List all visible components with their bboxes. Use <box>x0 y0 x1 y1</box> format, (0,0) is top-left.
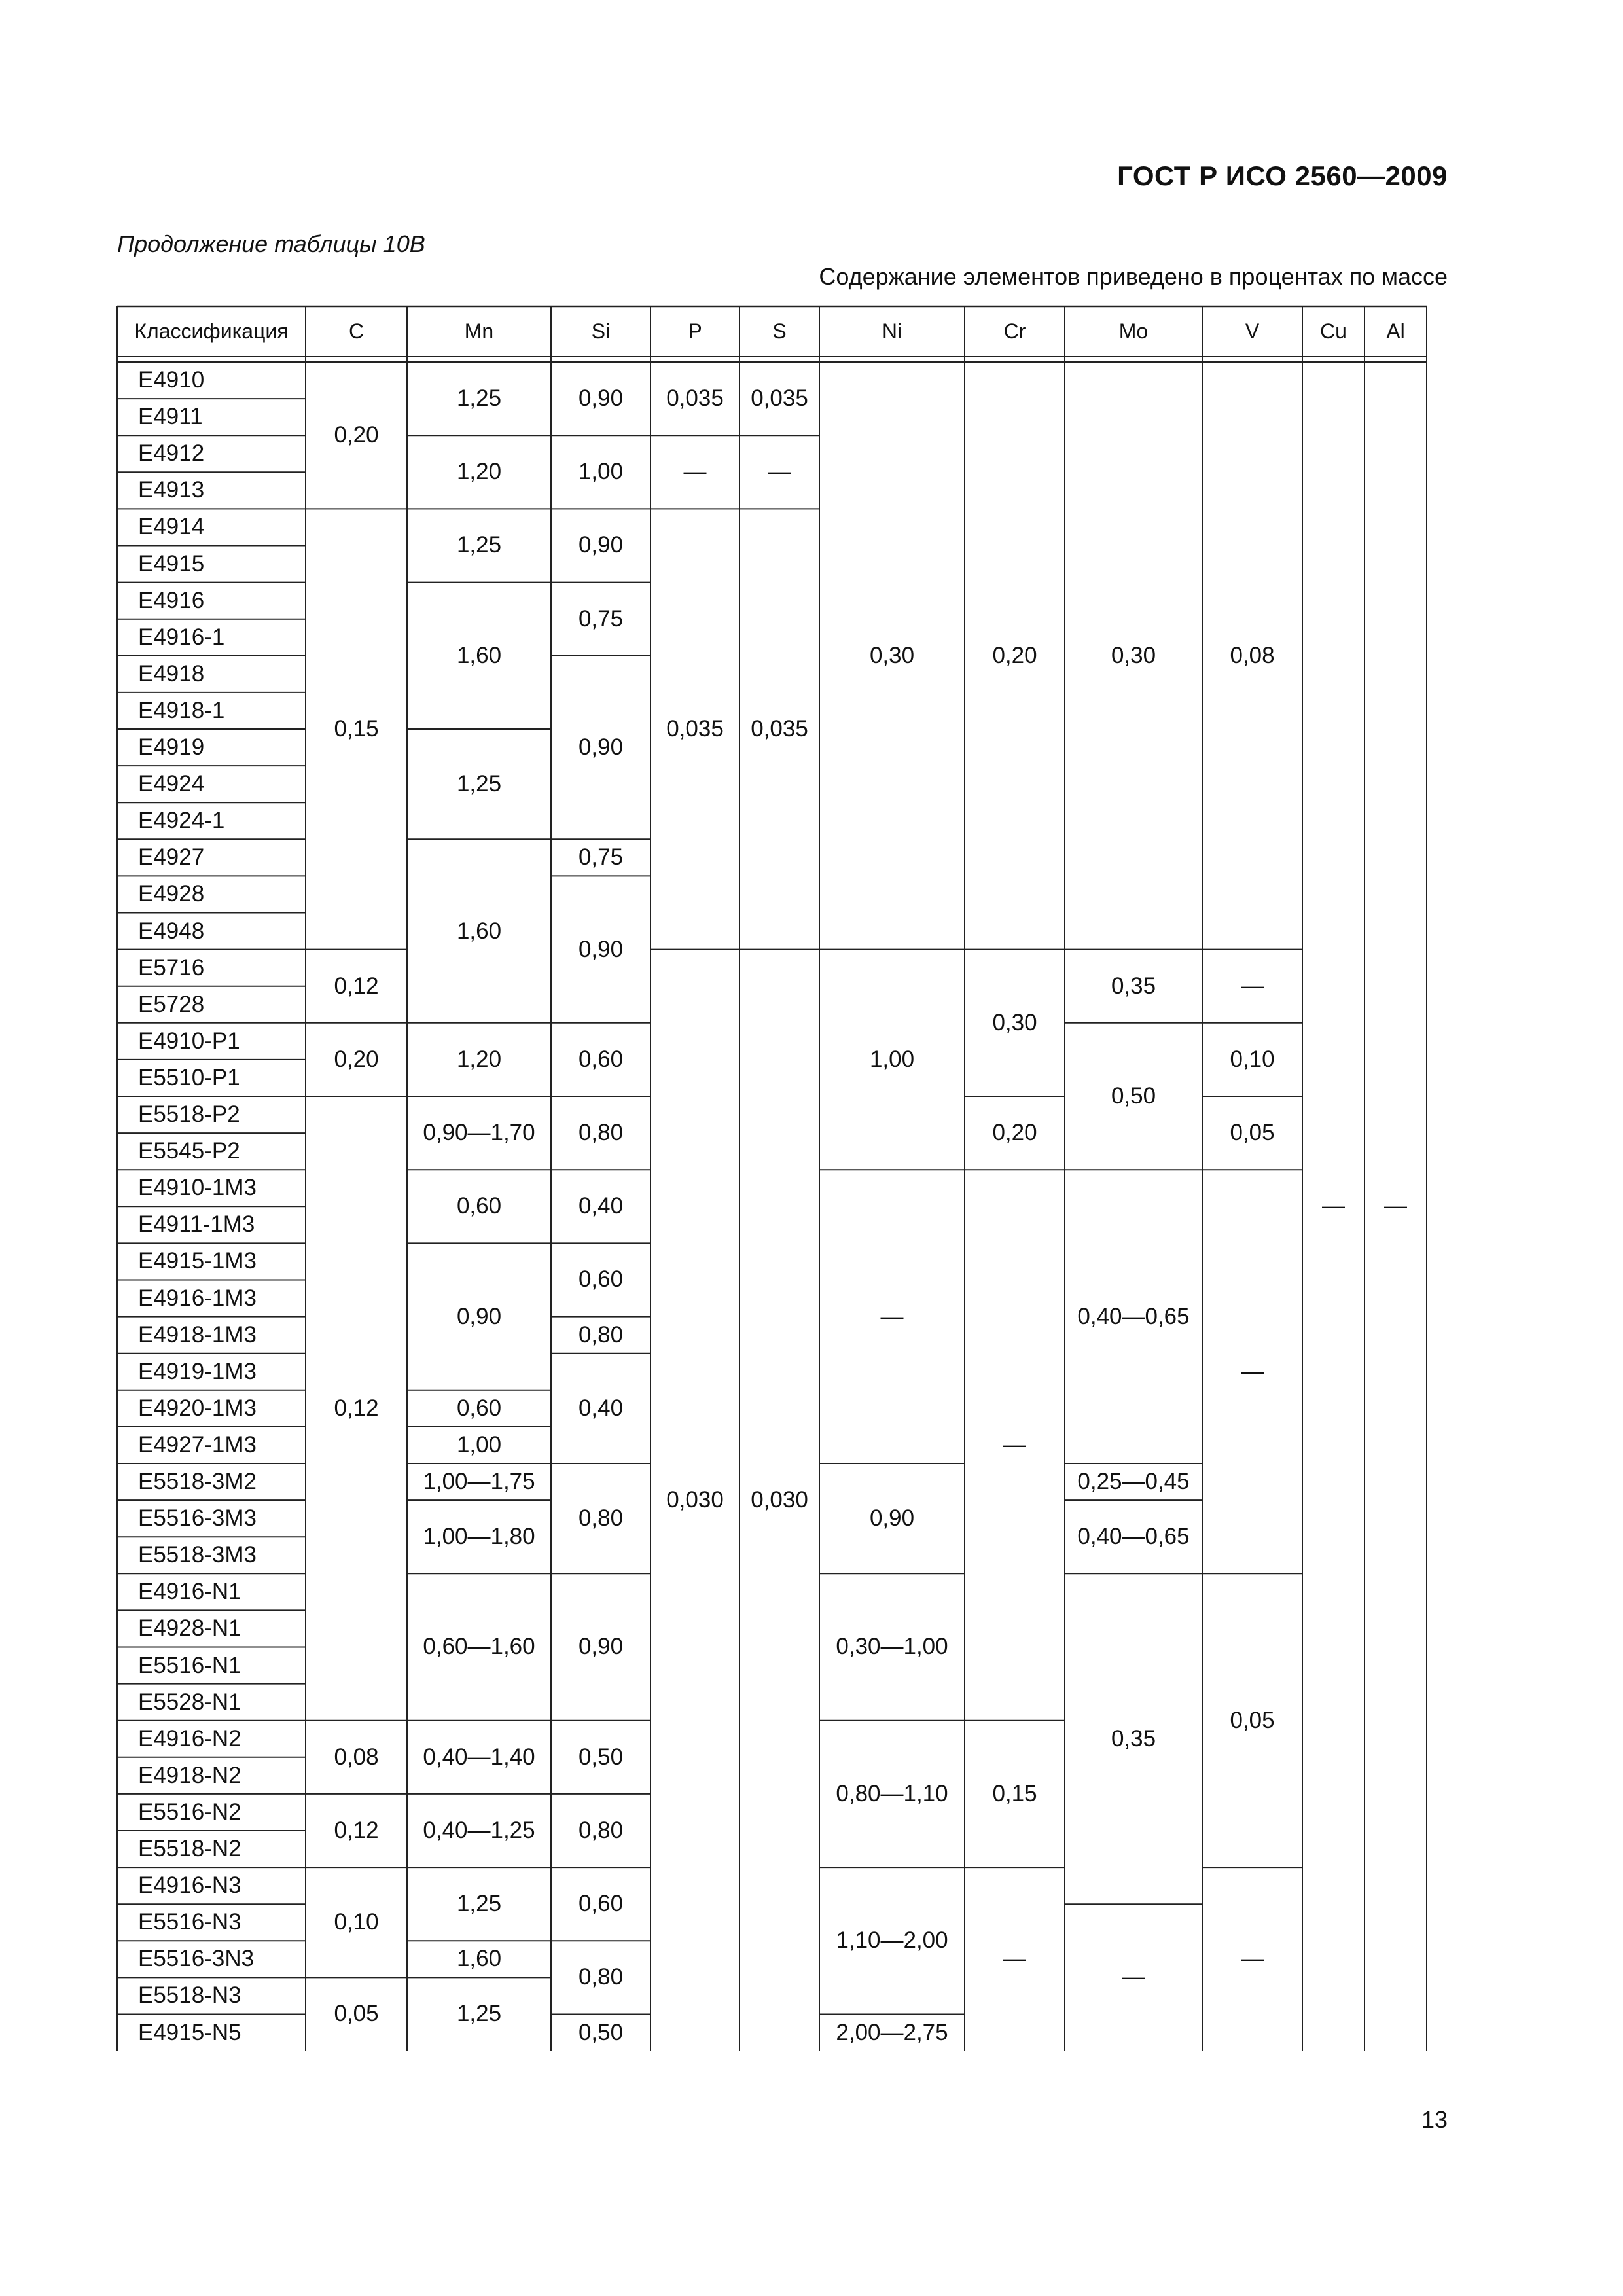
page-number: 13 <box>1421 2106 1448 2133</box>
mn-value-cell: 1,60 <box>456 1946 502 1972</box>
si-value-cell: 0,60 <box>578 1266 624 1293</box>
classification-cell: E4924-1 <box>138 808 225 834</box>
classification-cell: E4916-N2 <box>138 1725 241 1751</box>
c-value-cell: 0,12 <box>334 973 379 999</box>
column-header: C <box>348 319 365 343</box>
classification-cell: E4911 <box>138 404 203 430</box>
v-value-cell: — <box>1241 1358 1264 1384</box>
si-value-cell: 0,50 <box>578 1744 624 1770</box>
p-value-cell: 0,030 <box>666 1487 724 1513</box>
mn-value-cell: 1,25 <box>456 2001 502 2027</box>
ni-value-cell: — <box>880 1303 904 1329</box>
classification-cell: E5510-P1 <box>138 1064 240 1090</box>
v-value-cell: — <box>1241 1946 1264 1972</box>
ni-value-cell: 0,80—1,10 <box>836 1780 948 1806</box>
al-value-cell: — <box>1384 1193 1407 1219</box>
classification-cell: E5518-P2 <box>138 1102 240 1128</box>
ni-value-cell: 0,30—1,00 <box>836 1634 948 1660</box>
si-value-cell: 0,80 <box>578 1817 624 1843</box>
classification-cell: E4916-N1 <box>138 1579 241 1605</box>
p-value-cell: 0,035 <box>666 386 724 412</box>
c-value-cell: 0,20 <box>334 422 379 448</box>
mn-value-cell: 0,90—1,70 <box>423 1120 535 1146</box>
mn-value-cell: 1,00—1,80 <box>423 1524 535 1550</box>
ni-value-cell: 1,00 <box>869 1046 915 1072</box>
si-value-cell: 0,40 <box>578 1395 624 1421</box>
classification-cell: E5518-N2 <box>138 1836 241 1862</box>
ni-value-cell: 2,00—2,75 <box>836 2019 948 2045</box>
mn-value-cell: 0,40—1,40 <box>423 1744 535 1770</box>
classification-cell: E4915-1M3 <box>138 1248 257 1274</box>
cr-value-cell: 0,20 <box>992 642 1037 668</box>
classification-cell: E5518-N3 <box>138 1982 241 2009</box>
s-value-cell: 0,030 <box>751 1487 808 1513</box>
column-header: Ni <box>882 319 902 343</box>
classification-cell: E4916-N3 <box>138 1873 241 1899</box>
mo-value-cell: 0,40—0,65 <box>1077 1524 1190 1550</box>
classification-cell: E5528-N1 <box>138 1689 241 1715</box>
classification-cell: E4916-1 <box>138 624 225 650</box>
ni-value-cell: 1,10—2,00 <box>836 1928 948 1954</box>
classification-cell: E4912 <box>138 440 205 467</box>
classification-cell: E4948 <box>138 918 205 944</box>
si-value-cell: 0,75 <box>578 844 624 870</box>
classification-cell: E4910-1M3 <box>138 1175 257 1201</box>
classification-cell: E4928-N1 <box>138 1615 241 1641</box>
column-header: Al <box>1386 319 1405 343</box>
mo-value-cell: 0,40—0,65 <box>1077 1303 1190 1329</box>
classification-cell: E5516-N1 <box>138 1652 241 1678</box>
c-value-cell: 0,05 <box>334 2001 379 2027</box>
classification-cell: E5716 <box>138 954 205 980</box>
si-value-cell: 0,75 <box>578 605 624 632</box>
document-title: ГОСТ Р ИСО 2560—2009 <box>1117 160 1448 191</box>
s-value-cell: 0,035 <box>751 715 808 742</box>
column-header: Mo <box>1118 319 1149 343</box>
si-value-cell: 0,90 <box>578 386 624 412</box>
mo-value-cell: 0,25—0,45 <box>1077 1469 1190 1495</box>
column-header: Cr <box>1003 319 1026 343</box>
column-header: V <box>1245 319 1260 343</box>
ni-value-cell: 0,30 <box>869 642 915 668</box>
cr-value-cell: — <box>1003 1946 1026 1972</box>
c-value-cell: 0,08 <box>334 1744 379 1770</box>
classification-cell: E4916-1M3 <box>138 1285 257 1311</box>
classification-cell: E5516-N2 <box>138 1799 241 1825</box>
p-value-cell: 0,035 <box>666 715 724 742</box>
mn-value-cell: 0,60—1,60 <box>423 1634 535 1660</box>
mn-value-cell: 0,60 <box>456 1395 502 1421</box>
si-value-cell: 0,80 <box>578 1321 624 1348</box>
classification-cell: E5545-P2 <box>138 1138 240 1164</box>
si-value-cell: 0,90 <box>578 734 624 761</box>
classification-cell: E5728 <box>138 991 205 1017</box>
si-value-cell: 0,60 <box>578 1891 624 1917</box>
v-value-cell: 0,10 <box>1230 1046 1275 1072</box>
column-header: Cu <box>1320 319 1347 343</box>
mn-value-cell: 1,00 <box>456 1431 502 1458</box>
mn-value-cell: 0,40—1,25 <box>423 1817 535 1843</box>
c-value-cell: 0,10 <box>334 1909 379 1935</box>
classification-cell: E5516-3M3 <box>138 1505 257 1532</box>
ni-value-cell: 0,90 <box>869 1505 915 1532</box>
classification-cell: E4913 <box>138 477 205 503</box>
mo-value-cell: 0,35 <box>1111 973 1156 999</box>
mo-value-cell: 0,50 <box>1111 1083 1156 1109</box>
mn-value-cell: 1,25 <box>456 1891 502 1917</box>
p-value-cell: — <box>683 459 707 485</box>
classification-cell: E4918-N2 <box>138 1762 241 1788</box>
classification-cell: E4920-1M3 <box>138 1395 257 1421</box>
mn-value-cell: 1,20 <box>456 1046 502 1072</box>
classification-cell: E4918-1 <box>138 697 225 723</box>
classification-cell: E5518-3M2 <box>138 1469 257 1495</box>
si-value-cell: 0,80 <box>578 1964 624 1990</box>
classification-cell: E4914 <box>138 514 205 540</box>
classification-cell: E4918 <box>138 660 205 687</box>
si-value-cell: 0,90 <box>578 936 624 962</box>
classification-cell: E4928 <box>138 881 205 907</box>
classification-cell: E4927-1M3 <box>138 1431 257 1458</box>
s-value-cell: 0,035 <box>751 386 808 412</box>
si-value-cell: 1,00 <box>578 459 624 485</box>
v-value-cell: 0,08 <box>1230 642 1275 668</box>
si-value-cell: 0,60 <box>578 1046 624 1072</box>
classification-cell: E5518-3M3 <box>138 1542 257 1568</box>
units-note: Содержание элементов приведено в процентах по массе <box>819 263 1448 290</box>
cr-value-cell: 0,15 <box>992 1780 1037 1806</box>
si-value-cell: 0,40 <box>578 1193 624 1219</box>
mo-value-cell: 0,35 <box>1111 1725 1156 1751</box>
cu-value-cell: — <box>1322 1193 1345 1219</box>
v-value-cell: — <box>1241 973 1264 999</box>
si-value-cell: 0,90 <box>578 1634 624 1660</box>
c-value-cell: 0,12 <box>334 1817 379 1843</box>
c-value-cell: 0,20 <box>334 1046 379 1072</box>
column-header: P <box>688 319 702 343</box>
mo-value-cell: — <box>1122 1964 1145 1990</box>
classification-cell: E4916 <box>138 587 205 613</box>
si-value-cell: 0,80 <box>578 1505 624 1532</box>
mn-value-cell: 1,20 <box>456 459 502 485</box>
classification-cell: E5516-N3 <box>138 1909 241 1935</box>
v-value-cell: 0,05 <box>1230 1120 1275 1146</box>
classification-cell: E4919 <box>138 734 205 761</box>
column-header: Классификация <box>134 319 289 343</box>
column-header: S <box>772 319 787 343</box>
mn-value-cell: 1,00—1,75 <box>423 1469 535 1495</box>
classification-cell: E4918-1M3 <box>138 1321 257 1348</box>
classification-cell: E4915 <box>138 550 205 577</box>
si-value-cell: 0,80 <box>578 1120 624 1146</box>
mn-value-cell: 0,90 <box>456 1303 502 1329</box>
classification-cell: E5516-3N3 <box>138 1946 255 1972</box>
si-value-cell: 0,50 <box>578 2019 624 2045</box>
column-header: Si <box>591 319 611 343</box>
mn-value-cell: 1,25 <box>456 532 502 558</box>
column-header: Mn <box>464 319 494 343</box>
classification-cell: E4911-1M3 <box>138 1211 255 1238</box>
classification-cell: E4910-P1 <box>138 1028 240 1054</box>
classification-cell: E4915-N5 <box>138 2019 241 2045</box>
cr-value-cell: 0,20 <box>992 1120 1037 1146</box>
classification-cell: E4919-1M3 <box>138 1358 257 1384</box>
mn-value-cell: 1,60 <box>456 642 502 668</box>
s-value-cell: — <box>768 459 791 485</box>
classification-cell: E4927 <box>138 844 205 870</box>
c-value-cell: 0,12 <box>334 1395 379 1421</box>
classification-cell: E4910 <box>138 367 205 393</box>
table-caption: Продолжение таблицы 10В <box>117 230 425 257</box>
c-value-cell: 0,15 <box>334 715 379 742</box>
si-value-cell: 0,90 <box>578 532 624 558</box>
mn-value-cell: 1,25 <box>456 386 502 412</box>
classification-cell: E4924 <box>138 771 205 797</box>
mn-value-cell: 1,25 <box>456 771 502 797</box>
mn-value-cell: 0,60 <box>456 1193 502 1219</box>
mn-value-cell: 1,60 <box>456 918 502 944</box>
cr-value-cell: 0,30 <box>992 1009 1037 1035</box>
cr-value-cell: — <box>1003 1431 1026 1458</box>
mo-value-cell: 0,30 <box>1111 642 1156 668</box>
v-value-cell: 0,05 <box>1230 1707 1275 1733</box>
